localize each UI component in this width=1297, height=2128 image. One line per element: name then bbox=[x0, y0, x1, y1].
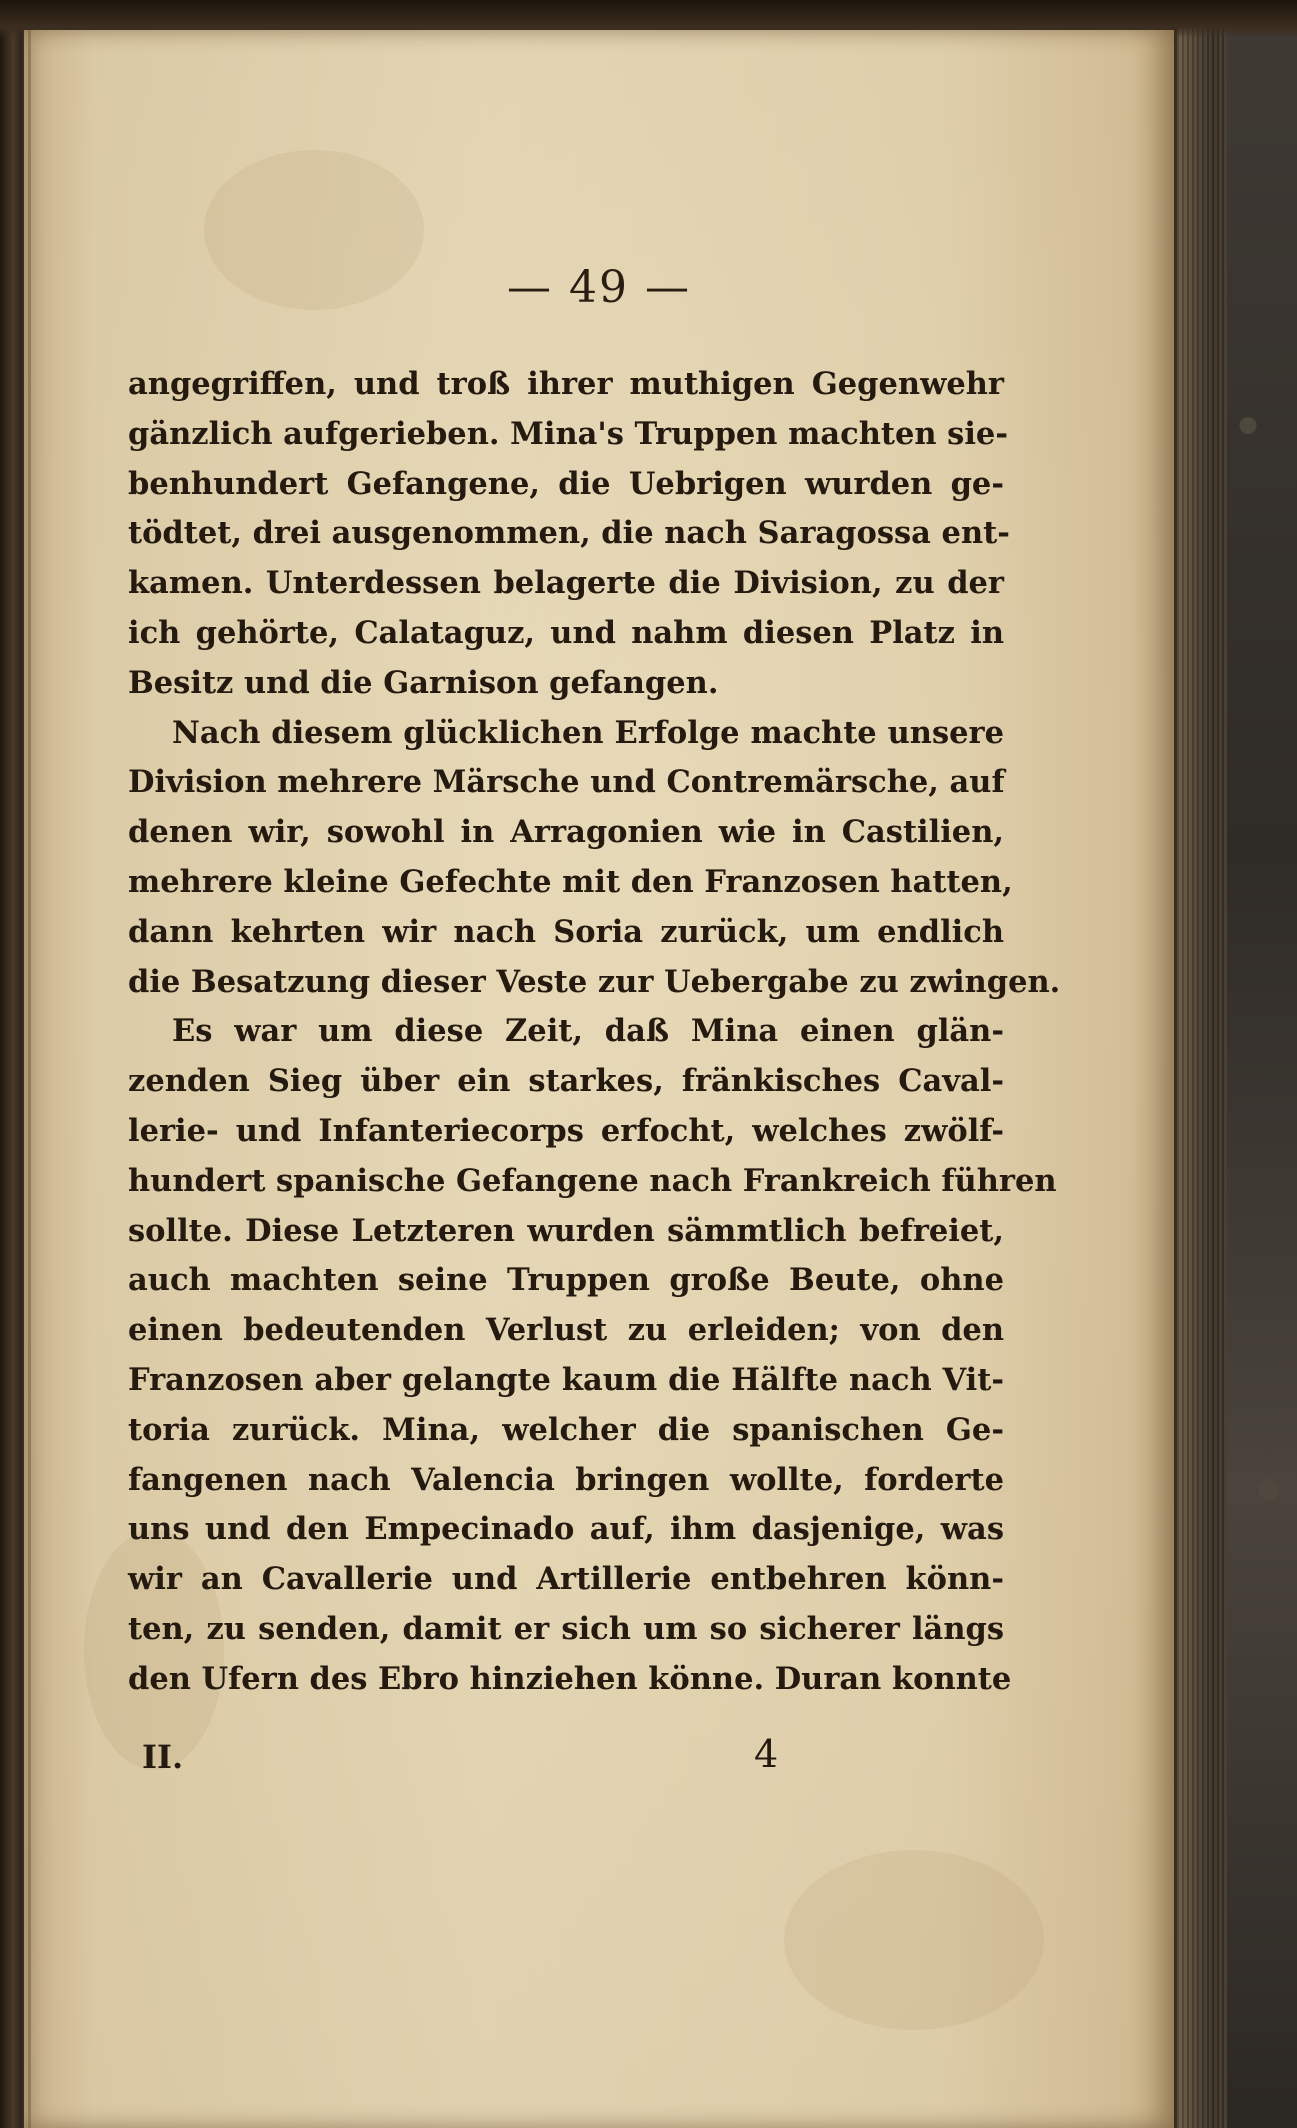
text-line: uns und den Empecinado auf, ihm dasjenige, was bbox=[128, 1511, 1004, 1548]
cover-cloth bbox=[1227, 0, 1297, 2128]
text-line: fangenen nach Valencia bringen wollte, forderte bbox=[128, 1461, 1004, 1498]
text-line: auch machten seine Truppen große Beute, ohne bbox=[128, 1262, 1004, 1299]
text-line: Nach diesem glücklichen Erfolge machte unsere bbox=[172, 714, 1004, 751]
left-binding-edge bbox=[0, 0, 22, 2128]
page-footer bbox=[128, 1732, 1004, 1782]
text-line: lerie- und Infanteriecorps erfocht, welches zwölf- bbox=[128, 1112, 1004, 1149]
text-line: wir an Cavallerie und Artillerie entbehren könn- bbox=[128, 1561, 1004, 1598]
text-line: ten, zu senden, damit er sich um so sicherer längs bbox=[128, 1610, 1004, 1647]
gutter-line bbox=[28, 30, 31, 2128]
text-line: ich gehörte, Calataguz, und nahm diesen Platz in bbox=[128, 614, 1004, 651]
text-line: Franzosen aber gelangte kaum die Hälfte nach Vit- bbox=[128, 1361, 1004, 1398]
text-line: zenden Sieg über ein starkes, fränkisches Caval- bbox=[128, 1063, 1004, 1100]
text-line: gänzlich aufgerieben. Mina's Truppen machten sie- bbox=[128, 415, 1008, 452]
volume-signature: II. bbox=[142, 1738, 184, 1776]
text-line: Besitz und die Garnison gefangen. bbox=[128, 664, 719, 701]
paper-page bbox=[24, 30, 1174, 2128]
text-line: Division mehrere Märsche und Contremärsche, auf bbox=[128, 764, 1005, 801]
text-line: die Besatzung dieser Veste zur Uebergabe zu zwingen. bbox=[128, 963, 1061, 1000]
text-line: mehrere kleine Gefechte mit den Franzosen hatten, bbox=[128, 863, 1013, 900]
text-line: kamen. Unterdessen belagerte die Division, zu der bbox=[128, 565, 1004, 602]
text-line: benhundert Gefangene, die Uebrigen wurden ge- bbox=[128, 465, 1004, 502]
text-line: Es war um diese Zeit, daß Mina einen glän- bbox=[172, 1013, 1004, 1050]
text-line: dann kehrten wir nach Soria zurück, um endlich bbox=[128, 913, 1004, 950]
right-book-edge bbox=[1177, 0, 1297, 2128]
text-line: denen wir, sowohl in Arragonien wie in Castilien, bbox=[128, 814, 1004, 851]
text-line: angegriffen, und troß ihrer muthigen Gegenwehr bbox=[128, 366, 1004, 402]
text-line: hundert spanische Gefangene nach Frankreich führen bbox=[128, 1162, 1057, 1199]
text-line: toria zurück. Mina, welcher die spanischen Ge- bbox=[128, 1411, 1004, 1448]
paper-stain bbox=[784, 1850, 1044, 2030]
gathering-number: 4 bbox=[754, 1732, 779, 1776]
body-text bbox=[128, 360, 1061, 1705]
text-line: sollte. Diese Letzteren wurden sämmtlich befreiet, bbox=[128, 1212, 1004, 1249]
text-line: den Ufern des Ebro hinziehen könne. Duran konnte bbox=[128, 1660, 1012, 1697]
text-line: tödtet, drei ausgenommen, die nach Saragossa ent- bbox=[128, 515, 1010, 552]
page-header: — 49 — bbox=[507, 262, 691, 313]
text-line: einen bedeutenden Verlust zu erleiden; von den bbox=[128, 1312, 1004, 1349]
